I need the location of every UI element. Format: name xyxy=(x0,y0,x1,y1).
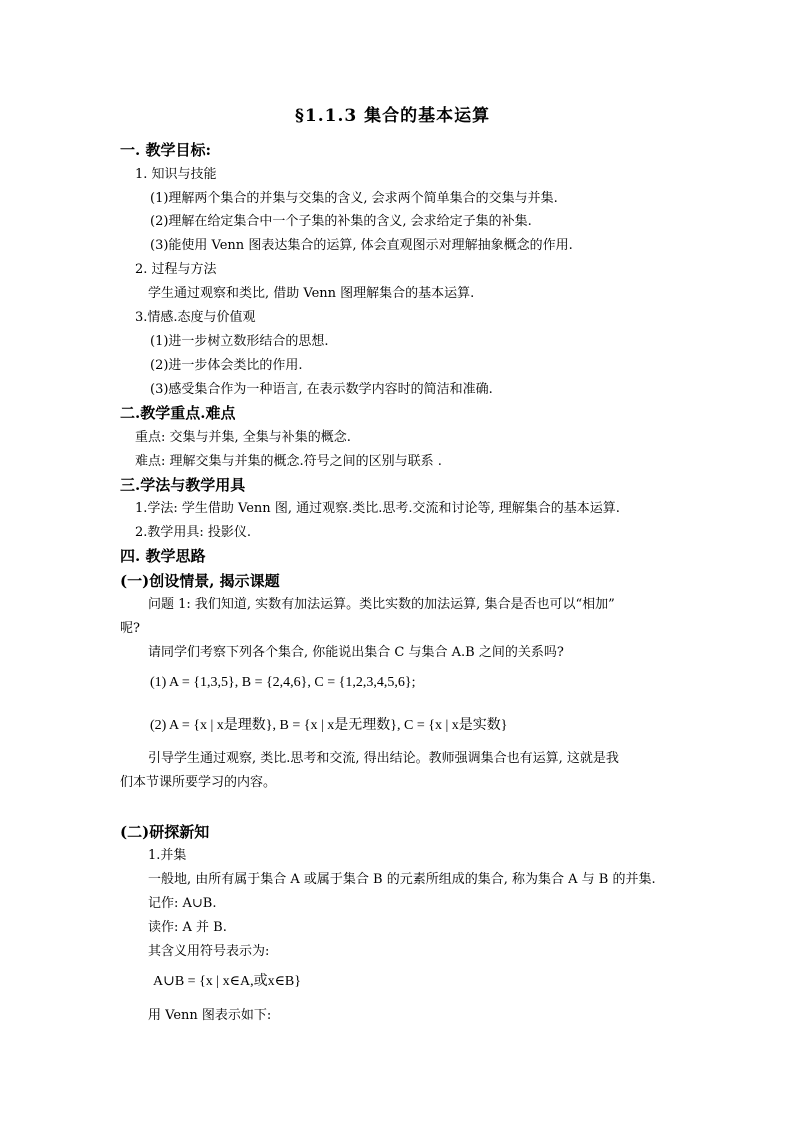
guide-line-1: 引导学生通过观察, 类比.思考和交流, 得出结论。教师强调集合也有运算, 这就是我 xyxy=(148,751,619,766)
objective-emotion-3: (3)感受集合作为一种语言, 在表示数学内容时的简洁和准确. xyxy=(150,382,493,397)
section-heading-methods: 三.学法与教学用具 xyxy=(120,476,246,494)
objective-process-heading: 2. 过程与方法 xyxy=(135,262,217,277)
section-heading-objectives: 一. 教学目标: xyxy=(120,141,211,159)
method-learning: 1.学法: 学生借助 Venn 图, 通过观察.类比.思考.交流和讨论等, 理解集合的基本运算. xyxy=(135,501,620,516)
example-1-formula: (1) A = {1,3,5}, B = {2,4,6}, C = {1,2,3,4,5,6}; xyxy=(150,675,416,690)
union-symbol-intro: 其含义用符号表示为: xyxy=(148,944,270,959)
objective-emotion-heading: 3.情感.态度与价值观 xyxy=(135,310,256,325)
objective-emotion-2: (2)进一步体会类比的作用. xyxy=(150,358,303,373)
key-point-difficulty: 难点: 理解交集与并集的概念.符号之间的区别与联系 . xyxy=(135,454,442,469)
union-notation: 记作: A∪B. xyxy=(148,896,217,911)
section-heading-key-points: 二.教学重点.难点 xyxy=(120,404,236,422)
question-1-line-1: 问题 1: 我们知道, 实数有加法运算。类比实数的加法运算, 集合是否也可以“相加” xyxy=(148,597,615,612)
union-definition: 一般地, 由所有属于集合 A 或属于集合 B 的元素所组成的集合, 称为集合 A 与 B 的并集. xyxy=(148,872,656,887)
key-point-focus: 重点: 交集与并集, 全集与补集的概念. xyxy=(135,430,351,445)
method-tools: 2.教学用具: 投影仪. xyxy=(135,525,252,540)
invite-text: 请同学们考察下列各个集合, 你能说出集合 C 与集合 A.B 之间的关系吗? xyxy=(148,645,564,660)
page-title: §1.1.3 集合的基本运算 xyxy=(295,106,491,126)
example-2-formula: (2) A = {x | x是理数}, B = {x | x是无理数}, C = {x | x是实数} xyxy=(150,718,508,733)
subsection-heading-intro: (一)创设情景, 揭示课题 xyxy=(120,572,280,590)
guide-line-2: 们本节课所要学习的内容。 xyxy=(120,775,277,790)
union-formula: A∪B = {x | x∈A,或x∈B} xyxy=(153,974,301,989)
objective-knowledge-2: (2)理解在给定集合中一个子集的补集的含义, 会求给定子集的补集. xyxy=(150,214,532,229)
objective-knowledge-1: (1)理解两个集合的并集与交集的含义, 会求两个简单集合的交集与并集. xyxy=(150,191,558,206)
union-heading: 1.并集 xyxy=(148,848,187,863)
union-venn-intro: 用 Venn 图表示如下: xyxy=(148,1008,272,1023)
section-heading-approach: 四. 教学思路 xyxy=(120,547,206,565)
objective-process-1: 学生通过观察和类比, 借助 Venn 图理解集合的基本运算. xyxy=(148,286,475,301)
union-reading: 读作: A 并 B. xyxy=(148,920,227,935)
question-1-line-2: 呢? xyxy=(120,621,140,636)
objective-knowledge-3: (3)能使用 Venn 图表达集合的运算, 体会直观图示对理解抽象概念的作用. xyxy=(150,238,573,253)
subsection-heading-explore: (二)研探新知 xyxy=(120,823,210,841)
objective-knowledge-heading: 1. 知识与技能 xyxy=(135,167,217,182)
objective-emotion-1: (1)进一步树立数形结合的思想. xyxy=(150,334,329,349)
